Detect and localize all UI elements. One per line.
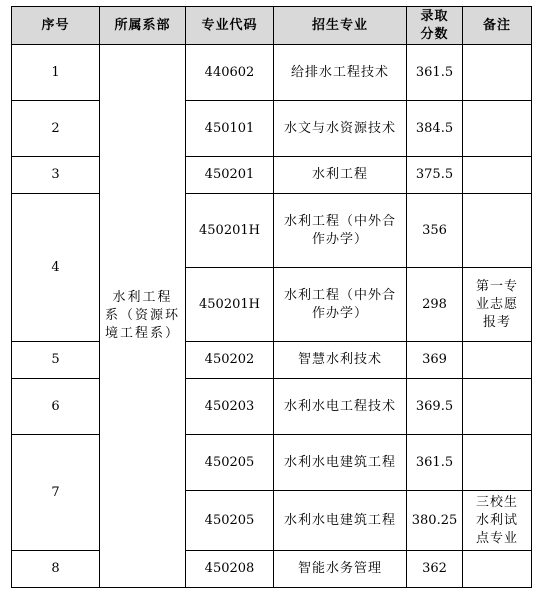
header-score-line1: 录取 [420,8,449,24]
table-row [12,194,532,268]
cell-note [463,268,532,342]
table-row [12,379,532,435]
admission-score-table [11,6,532,588]
cell-score: 384.5 [407,101,463,157]
cell-major: 智能水务管理 [274,551,407,588]
cell-note [463,491,532,551]
header-code: 专业代码 [186,7,274,45]
cell-score: 369 [407,342,463,379]
cell-major: 水利水电建筑工程 [274,435,407,491]
cell-code: 440602 [186,45,274,101]
note-line1: 三校生 [475,494,518,510]
cell-code: 450208 [186,551,274,588]
cell-seq: 5 [12,342,100,379]
cell-code: 450201H [186,268,274,342]
cell-score: 369.5 [407,379,463,435]
note-line1: 第一专 [475,278,518,294]
cell-code: 450201H [186,194,274,268]
cell-note [463,194,532,268]
cell-seq: 7 [12,435,100,551]
table-row [12,45,532,101]
header-score [407,7,463,45]
major-line1: 水利工程（中外合 [283,287,396,303]
note-line2: 业志愿 [475,296,518,312]
cell-major [274,194,407,268]
header-major: 招生专业 [274,7,407,45]
major-line2: 作办学） [311,231,368,247]
note-line2: 水利试 [475,512,518,528]
cell-code: 450203 [186,379,274,435]
cell-note [463,157,532,194]
cell-seq: 6 [12,379,100,435]
header-note: 备注 [463,7,532,45]
cell-code: 450202 [186,342,274,379]
cell-score: 361.5 [407,435,463,491]
table-row [12,551,532,588]
major-line2: 作办学） [311,305,368,321]
note-line3: 报考 [482,314,511,330]
major-line1: 水利工程（中外合 [283,213,396,229]
note-line3: 点专业 [475,530,518,546]
cell-seq: 3 [12,157,100,194]
table-row [12,101,532,157]
header-score-line2: 分数 [420,26,449,42]
cell-seq: 1 [12,45,100,101]
table-row [12,157,532,194]
cell-note [463,45,532,101]
cell-code: 450205 [186,435,274,491]
cell-seq: 8 [12,551,100,588]
department-line3: 境工程系） [104,326,180,341]
cell-major: 水文与水资源技术 [274,101,407,157]
cell-code: 450205 [186,491,274,551]
cell-code: 450201 [186,157,274,194]
header-seq: 序号 [12,7,100,45]
cell-major: 智慧水利技术 [274,342,407,379]
cell-major: 给排水工程技术 [274,45,407,101]
cell-score: 380.25 [407,491,463,551]
cell-seq: 2 [12,101,100,157]
department-line2: 系（资源环 [104,308,180,323]
table-row [12,435,532,491]
cell-score: 361.5 [407,45,463,101]
cell-major: 水利水电工程技术 [274,379,407,435]
header-department: 所属系部 [100,7,186,45]
cell-score: 356 [407,194,463,268]
cell-score: 362 [407,551,463,588]
cell-major [274,268,407,342]
department-line1: 水利工程 [112,290,173,305]
cell-note [463,101,532,157]
cell-score: 298 [407,268,463,342]
cell-note [463,379,532,435]
cell-major: 水利工程 [274,157,407,194]
cell-major: 水利水电建筑工程 [274,491,407,551]
cell-code: 450101 [186,101,274,157]
cell-note [463,551,532,588]
cell-seq: 4 [12,194,100,342]
cell-department [100,45,186,588]
table-header-row [12,7,532,45]
cell-note [463,342,532,379]
table-row [12,342,532,379]
cell-score: 375.5 [407,157,463,194]
cell-note [463,435,532,491]
